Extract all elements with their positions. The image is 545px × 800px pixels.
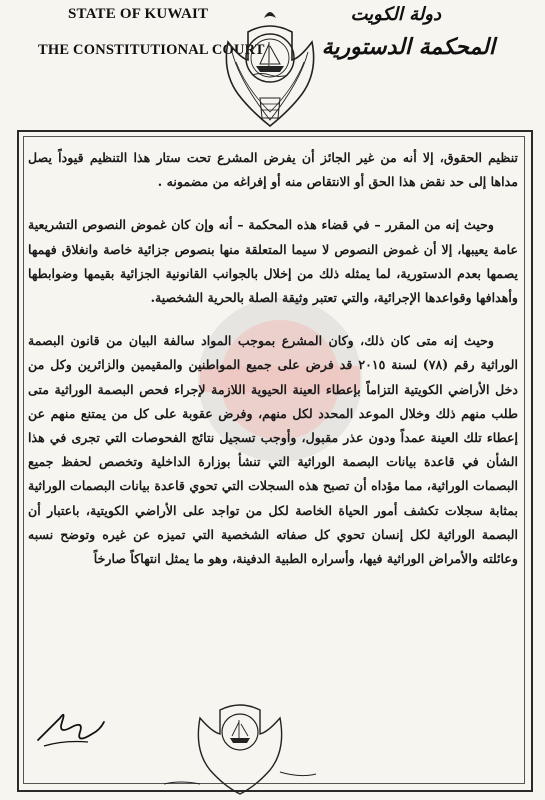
header-en-line2: THE CONSTITUTIONAL COURT	[38, 42, 265, 58]
paragraph-3: وحيث إنه متى كان ذلك، وكان المشرع بموجب المواد سالفة البيان من قانون البصمة الوراثية رقم (٧٨) لسنة ٢٠١٥ قد فرض على جميع المواطنين والمقيمين والزائرين وكل من دخل الأراضي الكويتية التزاماً بإعطاء العينة الحيوية اللازمة لإجراء فحص البصمة الوراثية متى طلب منهم ذلك وخلال الموعد المحدد لكل منهم، وفرض عقوبة على كل من يمتنع منهم عن إعطاء تلك العينة عمداً ودون عذر مقبول، وأوجب تسجيل نتائج الفحوصات التي تجرى في هذا الشأن في قاعدة بيانات البصمة الوراثية التي تنشأ بوزارة الداخلية وتخصص لحفظ جميع البصمات الوراثية، مما مؤداه أن تصبح هذه السجلات التي تحوي قاعدة بيانات البصمات الوراثية بمثابة سجلات تكشف أمور الحياة الخاصة لكل من تواجد على الأراضي الكويتية، باعتبار أن البصمة الوراثية لكل إنسان تحوي كل صفاته الشخصية التي تميزه عن غيره وتوضح نسبه وعائلته والأمراض الوراثية فيها، وأسراره الطبية الدفينة، وهو ما يمثل انتهاكاً صارخاً	[28, 333, 518, 567]
header-ar-line1: دولة الكويت	[350, 4, 441, 25]
paragraph-2: وحيث إنه من المقرر – في قضاء هذه المحكمة – أنه وإن كان غموض النصوص التشريعية عامة يعيبها، إلا أن غموض النصوص لا سيما المتعلقة منها بنصوص جزائية خاصة وانغلاق فهمها يصمها بعدم الدستورية، لما يمثله ذلك من إخلال بالجوانب القانونية الجزائية بقيمها وضوابطها وأهدافها وقواعدها الإجرائية، والتي تعتبر وثيقة الصلة بالحرية الشخصية.	[28, 217, 518, 306]
handwritten-signature-icon	[30, 688, 110, 758]
kuwait-emblem-icon	[220, 2, 320, 130]
paragraph-1: تنظيم الحقوق، إلا أنه من غير الجائز أن يفرض المشرع تحت ستار هذا التنظيم قيوداً يصل مداها إلى حد نقض هذا الحق أو الانتقاص منه أو إفراغه من مضمونه .	[28, 150, 518, 190]
court-stamp-icon	[140, 688, 340, 796]
letterhead	[0, 0, 545, 135]
document-body	[28, 146, 518, 590]
header-en-line1: STATE OF KUWAIT	[68, 6, 209, 22]
header-ar-line2: المحكمة الدستورية	[321, 34, 495, 60]
